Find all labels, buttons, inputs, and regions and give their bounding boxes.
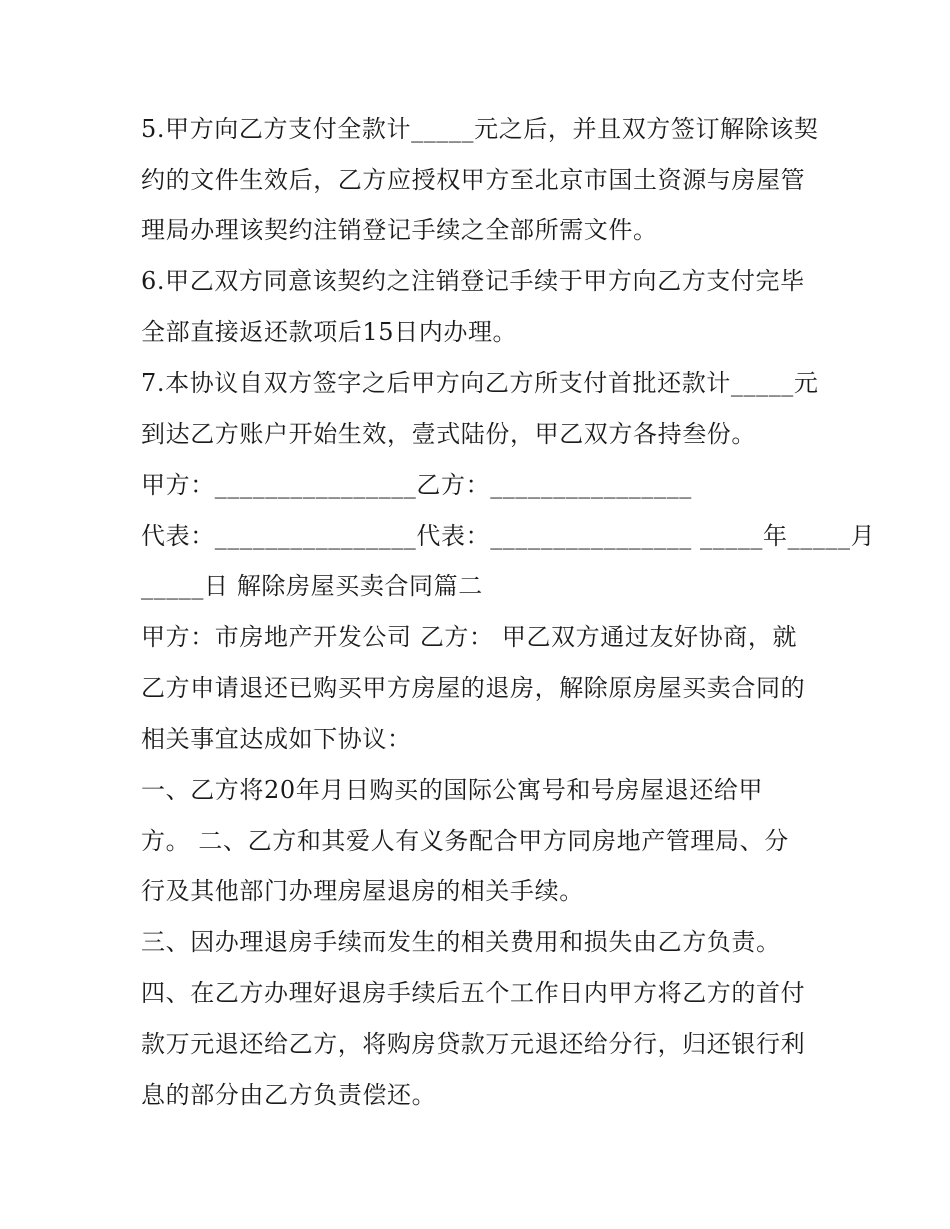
text-line: 甲方：市房地产开发公司 乙方： 甲乙双方通过友好协商，就 — [141, 623, 798, 651]
text-line: 一、乙方将20年月日购买的国际公寓号和号房屋退还给甲 — [141, 776, 764, 804]
text-line: 相关事宜达成如下协议： — [141, 725, 412, 753]
signature-line-party: 甲方：________________乙方：________________ — [141, 471, 692, 499]
text-line: 7.本协议自双方签字之后甲方向乙方所支付首批还款计_____元 — [141, 369, 819, 397]
text-line: _____日 解除房屋买卖合同篇二 — [141, 572, 483, 600]
text-line: 6.甲乙双方同意该契约之注销登记手续于甲方向乙方支付完毕 — [141, 267, 805, 295]
text-line: 三、因办理退房手续而发生的相关费用和损失由乙方负责。 — [141, 928, 781, 956]
text-line: 款万元退还给乙方，将购房贷款万元退还给分行，归还银行利 — [141, 1030, 806, 1058]
text-line: 乙方申请退还已购买甲方房屋的退房，解除原房屋买卖合同的 — [141, 674, 806, 702]
text-line: 全部直接返还款项后15日内办理。 — [141, 318, 518, 346]
text-line: 理局办理该契约注销登记手续之全部所需文件。 — [141, 216, 658, 244]
text-line: 5.甲方向乙方支付全款计_____元之后，并且双方签订解除该契 — [141, 115, 819, 143]
text-line: 四、在乙方办理好退房手续后五个工作日内甲方将乙方的首付 — [141, 979, 806, 1007]
text-line: 到达乙方账户开始生效，壹式陆份，甲乙双方各持叁份。 — [141, 420, 756, 448]
text-line: 行及其他部门办理房屋退房的相关手续。 — [141, 877, 584, 905]
text-line: 方。 二、乙方和其爱人有义务配合甲方同房地产管理局、分 — [141, 827, 789, 855]
signature-line-representative: 代表：________________代表：________________ _____年_____月 — [141, 522, 876, 550]
text-line: 息的部分由乙方负责偿还。 — [141, 1081, 437, 1109]
text-line: 约的文件生效后，乙方应授权甲方至北京市国土资源与房屋管 — [141, 166, 806, 194]
